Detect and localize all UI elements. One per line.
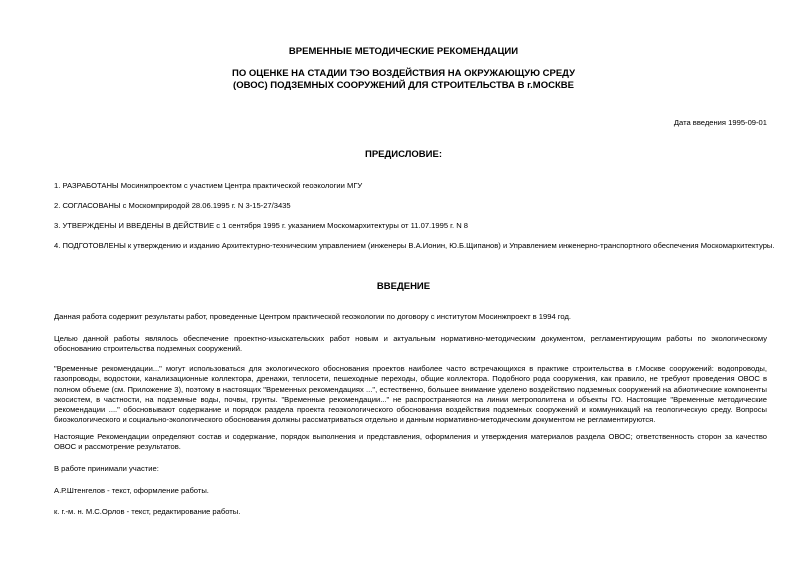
- introduction-heading: ВВЕДЕНИЕ: [376, 281, 431, 292]
- foreword-item: 4. ПОДГОТОВЛЕНЫ к утверждению и изданию Архитектурно-техническим управлением (инженеры В.А.Ионин, Ю.Б.Щипанов) и Управлением инженерно-транспортного обеспечения Москомархитектуры.: [54, 241, 775, 250]
- intro-paragraph: Данная работа содержит результаты работ, проведенные Центром практической геоэкологии по договору с институтом Мосинжпроект в 1994 год.: [54, 312, 572, 321]
- intro-paragraph: В работе принимали участие:: [54, 464, 159, 473]
- foreword-item: 3. УТВЕРЖДЕНЫ И ВВЕДЕНЫ В ДЕЙСТВИЕ с 1 сентября 1995 г. указанием Москомархитектуры от 11.07.1995 г. N 8: [54, 221, 469, 230]
- effective-date: Дата введения 1995-09-01: [673, 118, 767, 127]
- document-title-line2: ПО ОЦЕНКЕ НА СТАДИИ ТЭО ВОЗДЕЙСТВИЯ НА ОКРУЖАЮЩУЮ СРЕДУ: [232, 68, 575, 79]
- foreword-item: 1. РАЗРАБОТАНЫ Мосинжпроектом с участием Центра практической геоэкологии МГУ: [54, 181, 363, 190]
- foreword-heading: ПРЕДИСЛОВИЕ:: [365, 149, 442, 160]
- intro-paragraph: Целью данной работы являлось обеспечение проектно-изыскательских работ новым и актуальным нормативно-методическим документом, регламентирующим работы по экологическому обоснованию строительства подземных сооружений.: [54, 334, 767, 354]
- intro-paragraph: Настоящие Рекомендации определяют состав и содержание, порядок выполнения и представления, оформления и утверждения материалов раздела ОВОС; ответственность сторон за качество ОВОС и рассмотрение результатов.: [54, 432, 767, 452]
- foreword-item: 2. СОГЛАСОВАНЫ с Москомприродой 28.06.1995 г. N 3-15-27/3435: [54, 201, 291, 210]
- intro-paragraph: "Временные рекомендации..." могут использоваться для экологического обоснования проектов наиболее часто встречающихся в практике строительства в г.Москве сооружений: водопроводы, газопроводы, водостоки, канализационные коллектора, дренажи, теплосети, пешеходные переходы, общие коллектора. Подобного рода сооружения, как правило, не требуют проведения ОВОС в полном объеме (см. Приложение 3), поэтому в настоящих "Временных рекомендациях ...", естественно, большее внимание уделено воздействию подземных сооружений на абиотические компоненты экосистем, в частности, на подземные воды, почвы, грунты. "Временные рекомендации..." не распространяются на линии метрополитена и объекты ГО. Настоящие "Временные методические рекомендации ...." обосновывают содержание и порядок раздела проекта геоэкологического обоснования воздействия подземных сооружений и коммуникаций на геологическую среду. Вопросы биоэкологического и социально-экологического обоснования должны рассматриваться отдельно и данным нормативно-методическим документом не регламентируются.: [54, 364, 767, 425]
- document-title-line3: (ОВОС) ПОДЗЕМНЫХ СООРУЖЕНИЙ ДЛЯ СТРОИТЕЛЬСТВА В г.МОСКВЕ: [233, 80, 574, 91]
- intro-paragraph: к. г.-м. н. М.С.Орлов - текст, редактирование работы.: [54, 507, 241, 516]
- document-title-line1: ВРЕМЕННЫЕ МЕТОДИЧЕСКИЕ РЕКОМЕНДАЦИИ: [288, 46, 519, 57]
- intro-paragraph: А.Р.Штенгелов - текст, оформление работы.: [54, 486, 209, 495]
